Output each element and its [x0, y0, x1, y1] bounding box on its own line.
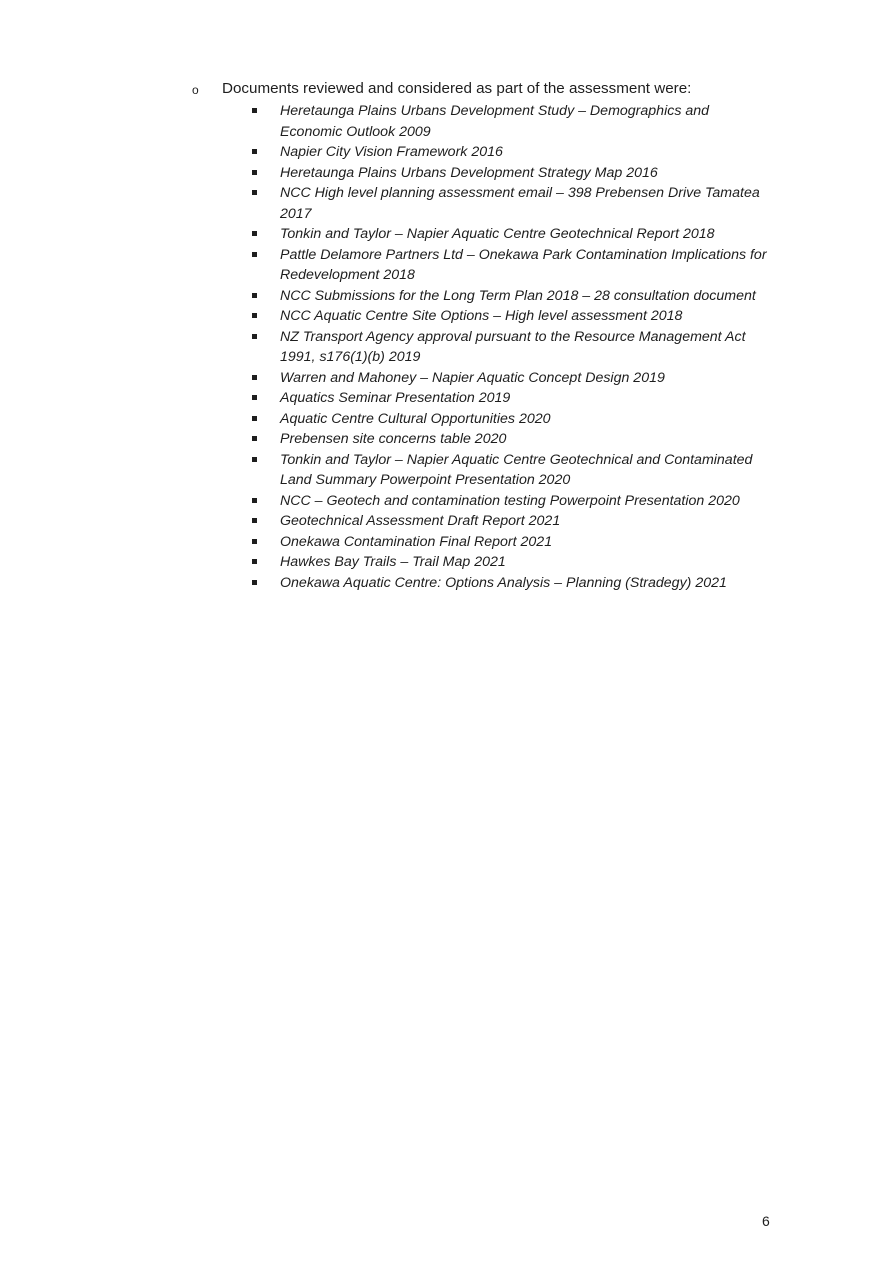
document-list-item — [252, 142, 772, 163]
documents-list — [252, 101, 772, 593]
document-title: Heretaunga Plains Urbans Development Study – Demographics and Economic Outlook 2009 — [280, 103, 710, 140]
document-list-item — [252, 491, 772, 512]
square-bullet-icon — [252, 149, 257, 154]
square-bullet-icon — [252, 457, 257, 462]
square-bullet-icon — [252, 518, 257, 523]
document-title: Aquatics Seminar Presentation 2019 — [280, 390, 511, 406]
document-title: Prebensen site concerns table 2020 — [280, 431, 507, 447]
square-bullet-icon — [252, 436, 257, 441]
document-list-item — [252, 286, 772, 307]
document-title: Hawkes Bay Trails – Trail Map 2021 — [280, 554, 506, 570]
document-title: Warren and Mahoney – Napier Aquatic Concept Design 2019 — [280, 369, 665, 386]
square-bullet-icon — [252, 293, 257, 298]
document-list-item — [252, 163, 772, 184]
document-title: Tonkin and Taylor – Napier Aquatic Centre Geotechnical Report 2018 — [280, 226, 715, 242]
document-title: NCC High level planning assessment email – 398 Prebensen Drive Tamatea 2017 — [280, 185, 760, 222]
document-list-item — [252, 450, 772, 491]
square-bullet-icon — [252, 334, 257, 339]
square-bullet-icon — [252, 580, 257, 585]
document-list-item — [252, 306, 772, 327]
square-bullet-icon — [252, 108, 257, 113]
document-title: Aquatic Centre Cultural Opportunities 2020 — [280, 410, 551, 427]
document-list-item — [252, 388, 772, 409]
square-bullet-icon — [252, 498, 257, 503]
document-title: Geotechnical Assessment Draft Report 2021 — [280, 513, 561, 529]
square-bullet-icon — [252, 231, 257, 236]
square-bullet-icon — [252, 170, 257, 175]
document-title: Onekawa Aquatic Centre: Options Analysis – Planning (Stradegy) 2021 — [280, 574, 727, 591]
document-title: Pattle Delamore Partners Ltd – Onekawa Park Contamination Implications for Redevelopment 2018 — [280, 246, 767, 283]
document-list-item — [252, 224, 772, 245]
document-list-item — [252, 101, 772, 142]
document-title: NCC Submissions for the Long Term Plan 2018 – 28 consultation document — [280, 287, 756, 304]
document-list-item — [252, 368, 772, 389]
document-title: NCC Aquatic Centre Site Options – High level assessment 2018 — [280, 308, 683, 324]
document-list-item — [252, 511, 772, 532]
square-bullet-icon — [252, 416, 257, 421]
document-title: NZ Transport Agency approval pursuant to the Resource Management Act 1991, s176(1)(b) 2019 — [280, 328, 746, 365]
document-title: Napier City Vision Framework 2016 — [280, 144, 503, 160]
document-list-item — [252, 245, 772, 286]
intro-text: Documents reviewed and considered as part of the assessment were: — [222, 80, 692, 97]
document-list-item — [252, 327, 772, 368]
document-list-item — [252, 552, 772, 573]
square-bullet-icon — [252, 252, 257, 257]
document-title: Onekawa Contamination Final Report 2021 — [280, 533, 553, 550]
document-list-item — [252, 429, 772, 450]
square-bullet-icon — [252, 190, 257, 195]
document-list-item — [252, 573, 772, 594]
document-list-item — [252, 183, 772, 224]
page-number: 6 — [762, 1213, 770, 1229]
document-list-item — [252, 532, 772, 553]
square-bullet-icon — [252, 539, 257, 544]
square-bullet-icon — [252, 375, 257, 380]
document-title: NCC – Geotech and contamination testing Powerpoint Presentation 2020 — [280, 492, 740, 509]
document-list-item — [252, 409, 772, 430]
square-bullet-icon — [252, 559, 257, 564]
square-bullet-icon — [252, 395, 257, 400]
square-bullet-icon — [252, 313, 257, 318]
hollow-circle-bullet: o — [192, 83, 199, 97]
document-title: Tonkin and Taylor – Napier Aquatic Centre Geotechnical and Contaminated Land Summary Powerpoint Presentation 2020 — [280, 451, 753, 488]
document-title: Heretaunga Plains Urbans Development Strategy Map 2016 — [280, 164, 658, 181]
